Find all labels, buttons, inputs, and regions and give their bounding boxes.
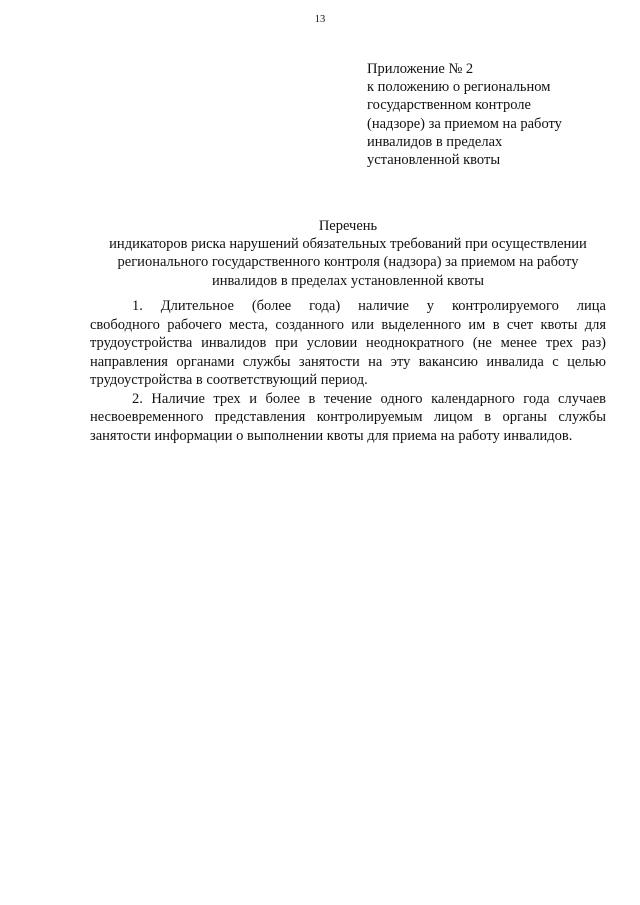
paragraph-line: трудоустройства в соответствующий период.	[90, 372, 368, 388]
paragraph-line: трудоустройства инвалидов при условии неоднократного (не менее трех раз)	[90, 335, 606, 351]
paragraph-line: 2. Наличие трех и более в течение одного календарного года случаев	[132, 390, 606, 407]
annex-line: к положению о региональном	[367, 79, 551, 96]
document-body	[90, 297, 606, 445]
annex-line: установленной квоты	[367, 152, 501, 169]
annex-line: государственном контроле	[367, 97, 531, 114]
annex-title: Приложение № 2	[367, 61, 474, 77]
paragraph-line: занятости информации о выполнении квоты для приема на работу инвалидов.	[90, 427, 573, 444]
annex-line: (надзоре) за приемом на работу	[367, 115, 562, 132]
title-line: инвалидов в пределах установленной квоты	[212, 272, 484, 289]
title-line: индикаторов риска нарушений обязательных требований при осуществлении	[109, 236, 587, 253]
title-heading: Перечень	[318, 218, 378, 234]
paragraph-line: направления органами службы занятости на эту вакансию инвалида с целью	[90, 353, 606, 370]
document-title	[90, 217, 606, 290]
list-item-2	[90, 390, 606, 446]
list-item-1	[90, 297, 606, 390]
page-number: 13	[314, 14, 326, 25]
annex-line: инвалидов в пределах	[367, 133, 503, 150]
paragraph-line: несвоевременного представления контролируемым лицом в органы службы	[90, 409, 606, 425]
annex-header	[367, 60, 607, 169]
paragraph-line: 1. Длительное (более года) наличие у контролируемого лица	[132, 298, 606, 314]
paragraph-line: свободного рабочего места, созданного или выделенного им в счет квоты для	[90, 316, 606, 333]
title-line: регионального государственного контроля (надзора) за приемом на работу	[117, 254, 579, 271]
